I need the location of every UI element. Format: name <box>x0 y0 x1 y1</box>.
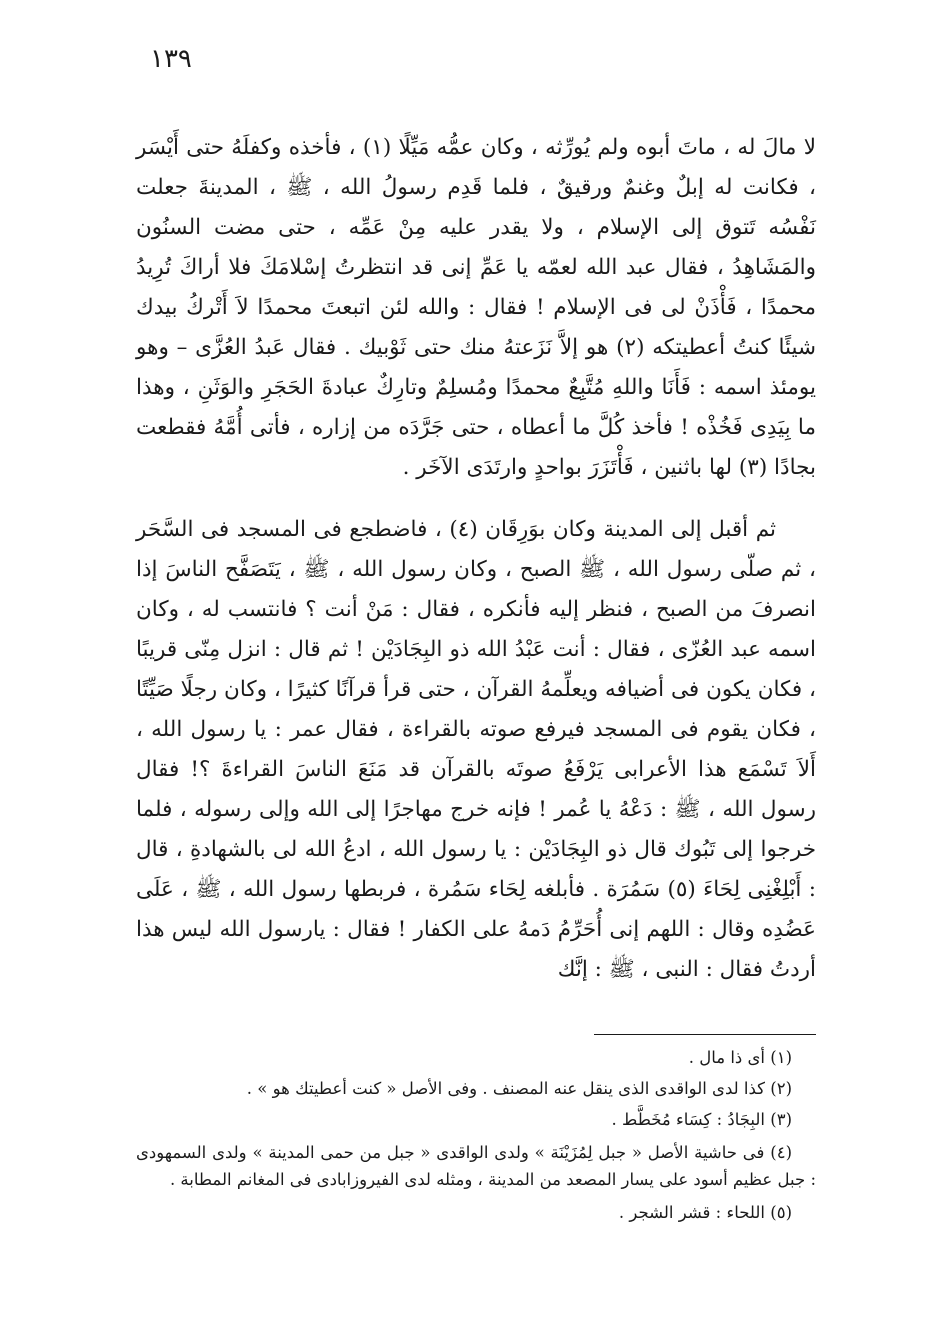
main-text <box>136 128 816 990</box>
footnote-1: (١) أى ذا مال . <box>688 1048 792 1067</box>
paragraph-1: لا مالَ له ، ماتَ أبوه ولم يُورِّثه ، وكان عمُّه مَيِّلًا (١) ، فأخذه وكفلَهُ حتى أَيْسَر ، فكانت له إبلٌ وغنمٌ ورقيقٌ ، فلما قَدِم رسولُ الله ، ﷺ ، المدينةَ جعلت نَفْسُه تَتوق إلى الإسلام ، ولا يقدر عليه مِنْ عَمِّه ، حتى مضت السنُون والمَشَاهِدُ ، فقال عبد الله لعمّه يا عَمِّ إنى قد انتظرتُ إسْلامَكَ فلا أراكَ تُرِيدُ محمدًا ، فَأْذَنْ لى فى الإسلام ! فقال : والله لئن اتبعتَ محمدًا لاَ أَتْركُ بيدك شيئًا كنتُ أعطيتكه (٢) هو إلاَّ نَزَعتهُ منك حتى ثَوْبيك . فقال عَبدُ العُزَّى – وهو يومئذ اسمه : فَأَنَا واللهِ مُتَّبِعٌ محمدًا ومُسلِمٌ وتارِكٌ عبادةَ الحَجَرِ والوَثَنِ ، وهذا ما بِيَدِى فَخُذْه ! فأخذ كُلَّ ما أعطاه ، حتى جَرَّدَه من إزاره ، فأتى أُمَّهُ فقطعت بجادًا (٣) لها باثنين ، فَأْتَزَرَ بواحدٍ وارتَدَى الآخَر . <box>136 135 816 480</box>
page-number: ١٣٩ <box>150 44 192 74</box>
footnote-5: (٥) اللحاء : قشر الشجر . <box>618 1203 792 1222</box>
footnote-4: (٤) فى حاشية الأصل « جبل لِمُزَيْنَة » ولدى الواقدى « جبل من حمى المدينة » ولدى السمهودى : جبل عظيم أسود على يسار المصعد من المدينة ، ومثله لدى الفيروزابادى فى المغانم المطابة . <box>136 1143 816 1189</box>
footnotes <box>136 1042 816 1228</box>
footnote-divider <box>594 1034 816 1035</box>
footnote-2: (٢) كذا لدى الواقدى الذى ينقل عنه المصنف . وفى الأصل « كنت أعطيتك هو » . <box>246 1079 792 1098</box>
paragraph-2: ثم أقبل إلى المدينة وكان بوَرِقَان (٤) ، فاضطجع فى المسجد فى السَّحَر ، ثم صلّى رسول الله ، ﷺ الصبح ، وكان رسول الله ، ﷺ ، يَتَصَفَّح الناسَ إذا انصرفَ من الصبح ، فنظر إليه فأنكره ، فقال : مَنْ أنت ؟ فانتسب له ، وكان اسمه عبد العُزّى ، فقال : أنت عَبْدُ الله ذو البِجَادَيْن ! ثم قال : انزل مِنّى قريبًا ، فكان يكون فى أضيافه ويعلِّمهُ القرآن ، حتى قرأ قرآنًا كثيرًا ، وكان رجلًا صَيِّتًا ، فكان يقوم فى المسجد فيرفع صوته بالقراءة ، فقال عمر : يا رسول الله ، أَلاَ تَسْمَع هذا الأعرابى يَرْفَعُ صوتَه بالقرآن قد مَنَعَ الناسَ القراءةَ ؟! فقال رسول الله ، ﷺ : دَعْهُ يا عُمر ! فإنه خرج مهاجرًا إلى الله وإلى رسوله ، فلما خرجوا إلى تَبُوك قال ذو البِجَادَيْن : يا رسول الله ، ادعُ الله لى بالشهادةِ ، قال : أَبْلِغْنِى لِحَاءَ (٥) سَمُرَة . فأبلغه لِحَاء سَمُرة ، فربطها رسول الله ، ﷺ ، عَلَى عَضُدِه وقال : اللهم إنى أُحَرِّمُ دَمهُ على الكفار ! فقال : يارسول الله ليس هذا أردتُ فقال : النبى ، ﷺ : إنَّك <box>136 517 816 982</box>
footnote-3: (٣) البِجَادُ : كِسَاء مُخَطَّط . <box>611 1110 792 1129</box>
